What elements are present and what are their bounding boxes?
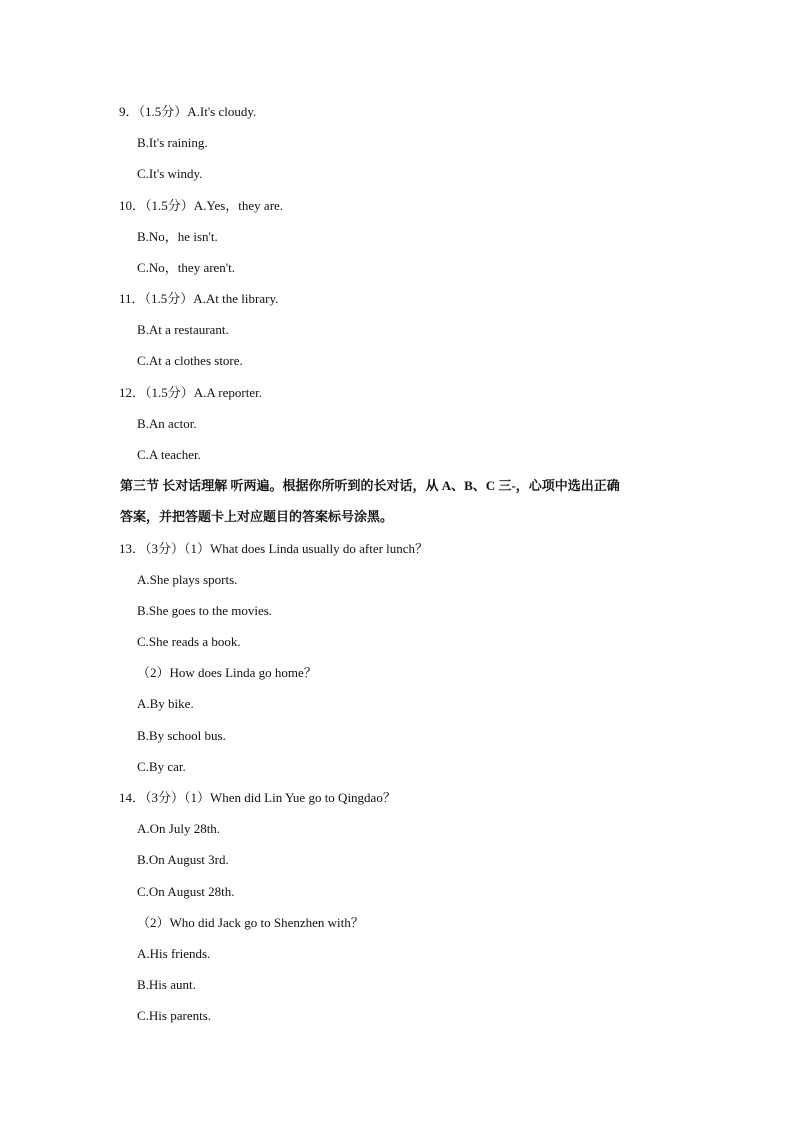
question-13: 13．（3分）（1）What does Linda usually do after lunch？ (119, 541, 429, 556)
question-12: 12．（1.5分）A.A reporter. (119, 385, 262, 400)
option-12b: B.An actor. (137, 416, 197, 431)
option-14-1a: A.On July 28th. (137, 821, 221, 836)
option-11b: B.At a restaurant. (137, 322, 229, 337)
question-11: 11．（1.5分）A.At the library. (119, 291, 279, 306)
option-12c: C.A teacher. (137, 447, 201, 462)
subquestion-13-2: （2）How does Linda go home？ (137, 665, 317, 680)
question-10: 10．（1.5分）A.Yes，they are. (119, 198, 284, 213)
section-heading-line1: 第三节 长对话理解 听两遍。根据你所听到的长对话，从 A、B、C 三-，心项中选出正确 (120, 478, 620, 493)
option-9b: B.It's raining. (137, 135, 208, 150)
option-10b: B.No，he isn't. (137, 229, 218, 244)
option-14-2a: A.His friends. (137, 946, 211, 961)
option-14-1b: B.On August 3rd. (137, 852, 229, 867)
option-9c: C.It's windy. (137, 166, 203, 181)
option-13-1c: C.She reads a book. (137, 634, 241, 649)
option-14-1c: C.On August 28th. (137, 884, 235, 899)
option-13-1b: B.She goes to the movies. (137, 603, 273, 618)
option-11c: C.At a clothes store. (137, 353, 243, 368)
question-14: 14．（3分）（1）When did Lin Yue go to Qingdao？ (119, 790, 396, 805)
option-10c: C.No，they aren't. (137, 260, 236, 275)
section-heading-line2: 答案，并把答题卡上对应题目的答案标号涂黑。 (120, 509, 394, 524)
option-13-2c: C.By car. (137, 759, 186, 774)
subquestion-14-2: （2）Who did Jack go to Shenzhen with？ (137, 915, 364, 930)
option-13-2a: A.By bike. (137, 696, 194, 711)
option-13-1a: A.She plays sports. (137, 572, 238, 587)
option-14-2c: C.His parents. (137, 1008, 212, 1023)
option-14-2b: B.His aunt. (137, 977, 196, 992)
option-13-2b: B.By school bus. (137, 728, 226, 743)
question-9: 9．（1.5分）A.It's cloudy. (119, 104, 257, 119)
